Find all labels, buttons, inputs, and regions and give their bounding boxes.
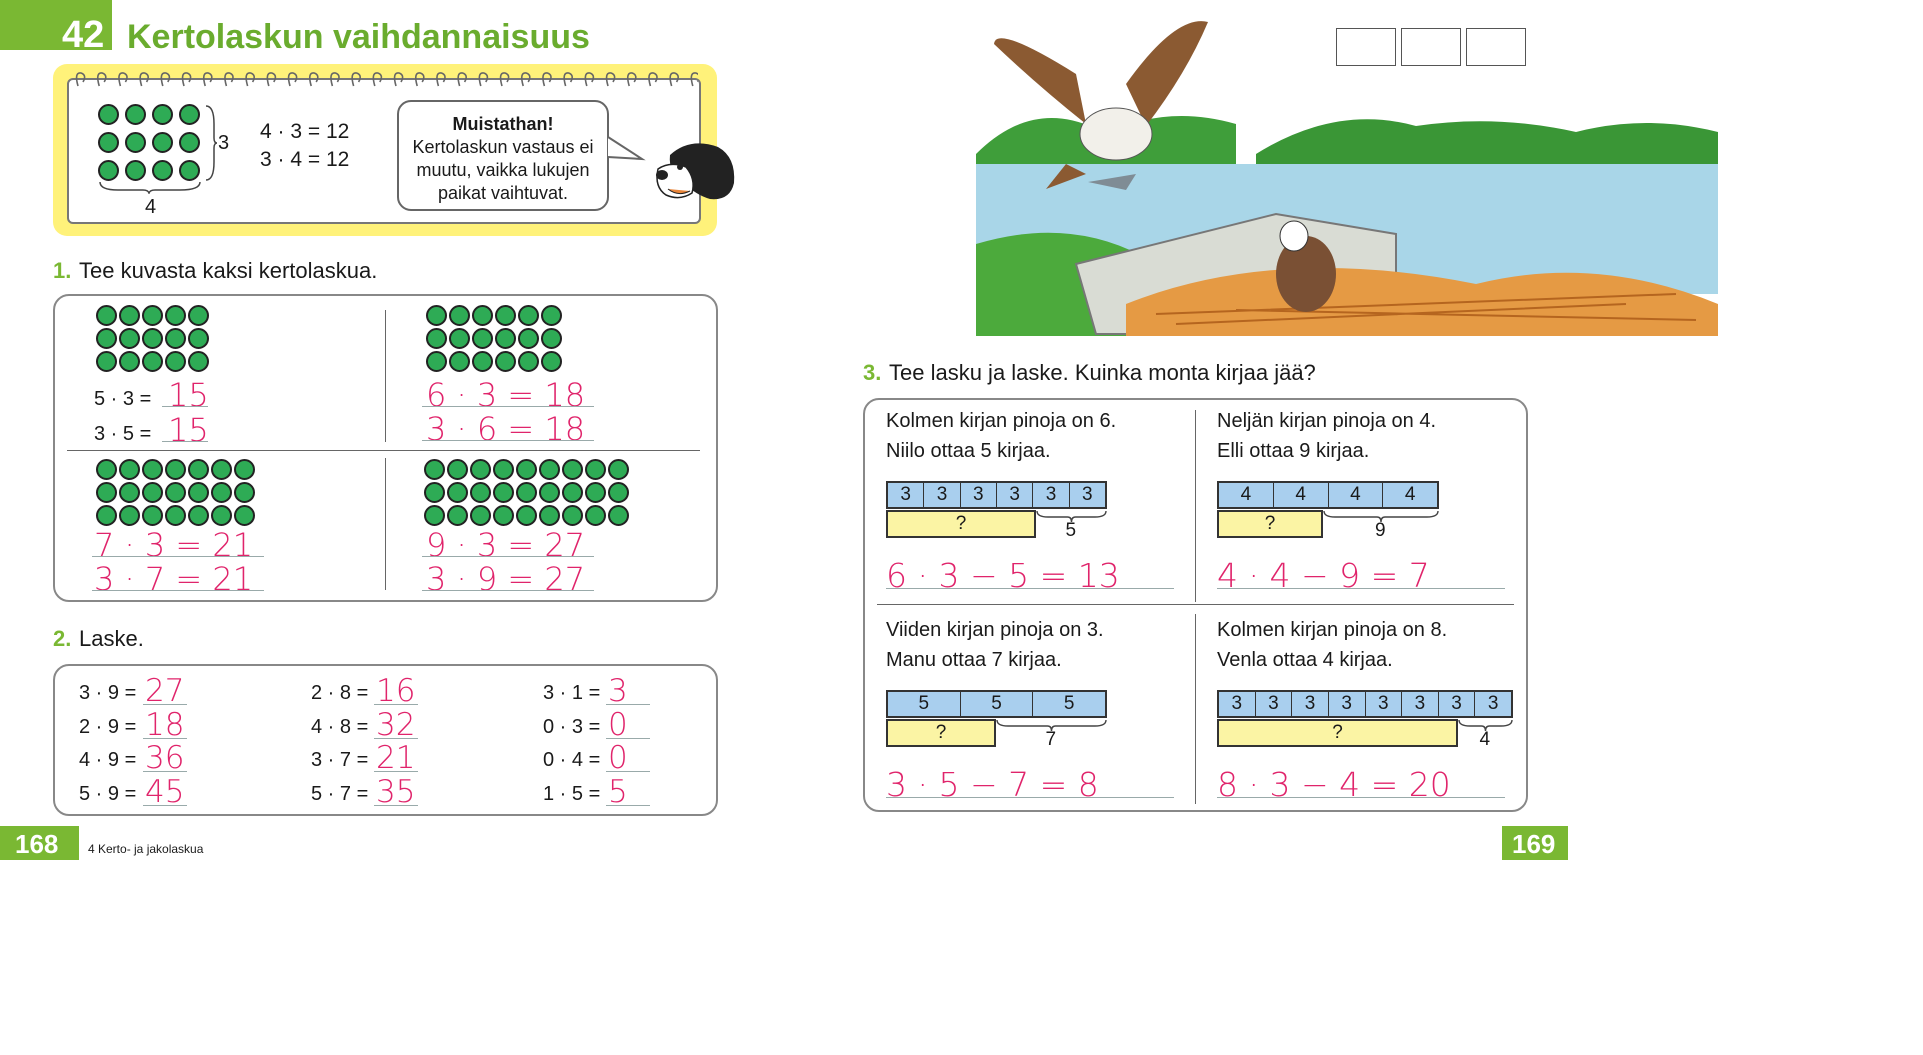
task3-stack-cell: 4 <box>1329 483 1384 507</box>
right-page-number: 169 <box>1512 829 1556 859</box>
dot <box>165 459 186 480</box>
dot <box>493 459 514 480</box>
task3-answer-line <box>886 588 1174 589</box>
dot <box>152 160 173 181</box>
task2-answer-line <box>143 771 187 772</box>
task2-answer: 45 <box>145 773 185 810</box>
intro-brace-bottom <box>98 180 202 194</box>
dot <box>539 459 560 480</box>
task1a-answer-2: 15 <box>168 411 209 449</box>
dot <box>96 459 117 480</box>
dot <box>98 160 119 181</box>
task2-question: 0 · 4 = <box>543 749 601 771</box>
score-box-1 <box>1336 28 1396 66</box>
task3-answer-line <box>1217 588 1505 589</box>
dot <box>562 505 583 526</box>
task3-text-line-2: Venla ottaa 4 kirjaa. <box>1217 649 1393 671</box>
task3-answer: 4 · 4 − 9 = 7 <box>1217 556 1430 595</box>
task1-divider-h <box>67 450 700 451</box>
task2-answer-line <box>374 738 418 739</box>
dot <box>234 505 255 526</box>
bubble-line-3: paikat vaihtuvat. <box>437 183 569 203</box>
task1d-line-1-text: 9 · 3 = 27 <box>426 526 586 564</box>
dot <box>125 160 146 181</box>
task1a-answer-1: 15 <box>168 376 209 414</box>
dot <box>179 160 200 181</box>
task2-answer: 32 <box>376 706 416 743</box>
intro-equation-2: 3 · 4 = 12 <box>260 148 350 171</box>
task2-question: 0 · 3 = <box>543 715 601 738</box>
dot <box>426 351 447 372</box>
dot <box>518 305 539 326</box>
task2-answer: 0 <box>608 706 628 743</box>
task2-question: 2 · 8 = <box>311 682 369 704</box>
task3-stack-cell: 3 <box>888 483 924 507</box>
spiral-ring <box>501 73 509 86</box>
spiral-ring <box>267 73 275 86</box>
dot <box>447 459 468 480</box>
dot <box>119 328 140 349</box>
task3-stack-cell: 3 <box>997 483 1033 507</box>
task2-answer-line <box>606 738 650 739</box>
task1a-line-2 <box>162 441 208 442</box>
dot <box>449 351 470 372</box>
dot <box>541 305 562 326</box>
task2-question: 4 · 8 = <box>311 715 369 738</box>
task2-answer-line <box>374 771 418 772</box>
dot <box>165 328 186 349</box>
dot <box>493 482 514 503</box>
spiral-ring <box>522 73 530 86</box>
dot <box>608 459 629 480</box>
task3-stack-cell: 3 <box>924 483 960 507</box>
score-box-3 <box>1466 28 1526 66</box>
dot <box>152 132 173 153</box>
task1-divider-v2 <box>385 458 386 590</box>
spiral-ring <box>289 73 297 86</box>
dot <box>608 482 629 503</box>
spiral-ring <box>628 73 636 86</box>
dot <box>165 305 186 326</box>
task3-text-line-1: Neljän kirjan pinoja on 4. <box>1217 410 1437 432</box>
spiral-ring <box>77 73 85 86</box>
spiral-binding <box>70 70 698 90</box>
task3-stack-cell: 3 <box>1292 692 1329 716</box>
dot <box>449 328 470 349</box>
bubble-line-2: muutu, vaikka lukujen <box>416 160 590 180</box>
dot <box>142 505 163 526</box>
spiral-ring <box>543 73 551 86</box>
dot <box>541 351 562 372</box>
dot <box>234 459 255 480</box>
dot <box>449 305 470 326</box>
dot <box>608 505 629 526</box>
task2-question: 5 · 9 = <box>79 782 137 805</box>
task3-answer: 6 · 3 − 5 = 13 <box>886 556 1120 595</box>
task1-number: 1. <box>53 258 72 283</box>
task3-brace-label: 9 <box>1375 520 1386 541</box>
dot <box>142 351 163 372</box>
dot <box>119 305 140 326</box>
dot <box>539 482 560 503</box>
task2-number: 2. <box>53 626 72 651</box>
intro-bottom-label: 4 <box>145 196 157 218</box>
task3-answer: 3 · 5 − 7 = 8 <box>886 765 1099 804</box>
spiral-ring <box>395 73 403 86</box>
bubble-line-1: Kertolaskun vastaus ei <box>412 137 594 157</box>
task3-divider-v2 <box>1195 614 1196 804</box>
task3-stack-cell: 4 <box>1404 484 1416 505</box>
spiral-ring <box>691 73 698 86</box>
task2-answer: 36 <box>145 740 185 776</box>
task1-instruction: Tee kuvasta kaksi kertolaskua. <box>79 258 378 283</box>
dot <box>188 305 209 326</box>
task3-stack-cell: 3 <box>961 483 997 507</box>
task3-unknown-bar: ? <box>1217 510 1323 538</box>
task3-divider-v1 <box>1195 410 1196 602</box>
dot <box>470 459 491 480</box>
spiral-ring <box>310 73 318 86</box>
task3-stack-bar <box>886 481 1107 509</box>
spiral-ring <box>98 73 106 86</box>
intro-side-label: 3 <box>218 132 230 154</box>
dot <box>165 505 186 526</box>
task3-text-line-1: Viiden kirjan pinoja on 3. <box>886 619 1104 641</box>
dot <box>125 132 146 153</box>
spiral-ring <box>670 73 678 86</box>
task2-question: 3 · 7 = <box>311 749 369 771</box>
dot <box>96 482 117 503</box>
dot <box>585 505 606 526</box>
spiral-ring <box>225 73 233 86</box>
task1a-line-1 <box>162 406 208 407</box>
speech-bubble <box>397 100 609 211</box>
task3-answer: 8 · 3 − 4 = 20 <box>1217 765 1451 804</box>
dot <box>188 328 209 349</box>
dot <box>518 351 539 372</box>
task3-stack-bar <box>1217 481 1439 509</box>
spiral-ring <box>373 73 381 86</box>
task2-answer: 5 <box>608 773 628 810</box>
task2-answer: 21 <box>376 740 416 776</box>
task1a-dot-grid <box>96 305 209 372</box>
task1b-line-1-text: 6 · 3 = 18 <box>426 376 586 414</box>
spiral-ring <box>119 73 127 86</box>
task3-stack-cell: 3 <box>1439 692 1476 716</box>
task3-answer-line <box>1217 797 1505 798</box>
dot <box>585 482 606 503</box>
task3-stack-bar <box>1217 690 1513 718</box>
dot <box>165 482 186 503</box>
dot <box>495 328 516 349</box>
dot <box>98 132 119 153</box>
task1c-line-2-text: 3 · 7 = 21 <box>94 560 254 598</box>
intro-dot-grid <box>98 104 200 181</box>
dot <box>142 328 163 349</box>
task2-answer: 27 <box>145 673 185 709</box>
task3-stack-cell: 4 <box>1219 483 1274 507</box>
task3-stack-cell: 3 <box>1082 484 1093 505</box>
task3-stack-cell: 3 <box>1366 692 1403 716</box>
dot <box>119 482 140 503</box>
task3-stack-cell: 5 <box>1063 693 1075 714</box>
spiral-ring <box>140 73 148 86</box>
dot <box>447 505 468 526</box>
spiral-ring <box>607 73 615 86</box>
task1a-prompt-2: 3 · 5 = <box>94 423 152 445</box>
dot <box>119 505 140 526</box>
spiral-ring <box>183 73 191 86</box>
dot <box>188 505 209 526</box>
task2-answer-line <box>143 738 187 739</box>
task1d-dot-grid <box>424 459 629 526</box>
task3-unknown-bar: ? <box>886 719 996 747</box>
task3-number: 3. <box>863 360 882 385</box>
spiral-ring <box>479 73 487 86</box>
task3-brace-label: 4 <box>1479 729 1491 750</box>
spiral-ring <box>246 73 254 86</box>
dot <box>424 505 445 526</box>
task2-answer-line <box>143 805 187 806</box>
task3-stack-cell: 3 <box>1487 693 1499 714</box>
dot <box>179 132 200 153</box>
dot <box>493 505 514 526</box>
intro-brace-side <box>204 104 218 182</box>
dot <box>96 328 117 349</box>
dot <box>96 305 117 326</box>
spiral-ring <box>204 73 212 86</box>
dot <box>211 505 232 526</box>
task3-divider-h <box>877 604 1514 605</box>
dot <box>518 328 539 349</box>
dot <box>470 482 491 503</box>
task1c-line-2 <box>92 590 264 591</box>
intro-equation-1: 4 · 3 = 12 <box>260 120 350 143</box>
task3-stack-bar <box>886 690 1107 718</box>
task3-answer-line <box>886 797 1174 798</box>
task2-question: 1 · 5 = <box>543 782 601 805</box>
task3-text-line-1: Kolmen kirjan pinoja on 6. <box>886 410 1117 432</box>
dot <box>516 505 537 526</box>
lesson-number: 42 <box>62 14 105 56</box>
task3-stack-cell: 5 <box>961 692 1034 716</box>
spiral-ring <box>649 73 657 86</box>
task3-brace-label: 7 <box>1045 729 1057 750</box>
spiral-ring <box>437 73 445 86</box>
spiral-ring <box>161 73 169 86</box>
task3-stack-cell: 3 <box>1329 692 1366 716</box>
task2-question: 3 · 9 = <box>79 682 137 704</box>
dot <box>188 459 209 480</box>
dot <box>188 482 209 503</box>
task1c-dot-grid <box>96 459 255 526</box>
task2-answer: 18 <box>145 706 185 743</box>
dot <box>562 459 583 480</box>
task1c-line-1-text: 7 · 3 = 21 <box>94 526 254 564</box>
dot <box>142 305 163 326</box>
dot <box>516 459 537 480</box>
spiral-ring <box>458 73 466 86</box>
dot <box>495 351 516 372</box>
dot <box>472 305 493 326</box>
task3-text-line-2: Manu ottaa 7 kirjaa. <box>886 649 1062 671</box>
dot <box>119 351 140 372</box>
spiral-ring <box>564 73 572 86</box>
task2-question: 5 · 7 = <box>311 782 369 805</box>
dot <box>142 482 163 503</box>
dot <box>424 482 445 503</box>
task1a-prompt-1: 5 · 3 = <box>94 388 152 410</box>
task3-stack-cell: 5 <box>888 692 961 716</box>
task2-answer-line <box>374 805 418 806</box>
dot <box>125 104 146 125</box>
task2-question: 2 · 9 = <box>79 715 137 738</box>
task2-answer: 35 <box>376 773 416 810</box>
task3-unknown-bar: ? <box>886 510 1036 538</box>
task1d-line-1 <box>422 556 594 557</box>
task1c-line-1 <box>92 556 264 557</box>
dot <box>152 104 173 125</box>
dot <box>447 482 468 503</box>
score-box-2 <box>1401 28 1461 66</box>
task1b-line-1 <box>422 406 594 407</box>
dot <box>426 305 447 326</box>
task2-answer-line <box>606 805 650 806</box>
task2-question: 4 · 9 = <box>79 749 137 771</box>
task1d-line-2 <box>422 590 594 591</box>
task2-question: 3 · 1 = <box>543 682 601 704</box>
dot <box>585 459 606 480</box>
task1d-line-2-text: 3 · 9 = 27 <box>426 560 586 598</box>
task1b-dot-grid <box>426 305 562 372</box>
dot <box>541 328 562 349</box>
dot <box>516 482 537 503</box>
dot <box>179 104 200 125</box>
dot <box>472 328 493 349</box>
spiral-ring <box>416 73 424 86</box>
spiral-ring <box>585 73 593 86</box>
dot <box>562 482 583 503</box>
task3-text-line-2: Niilo ottaa 5 kirjaa. <box>886 440 1051 462</box>
task2-answer: 0 <box>608 740 628 776</box>
dot <box>119 459 140 480</box>
task3-stack-cell: 3 <box>1256 692 1293 716</box>
dot <box>424 459 445 480</box>
task3-stack-cell: 4 <box>1274 483 1329 507</box>
spiral-ring <box>331 73 339 86</box>
task2-answer: 16 <box>376 673 416 709</box>
task3-brace-label: 5 <box>1065 520 1077 541</box>
dog-mascot-illustration <box>640 135 740 207</box>
task1b-line-2 <box>422 440 594 441</box>
task3-instruction: Tee lasku ja laske. Kuinka monta kirjaa jää? <box>889 360 1316 385</box>
left-page-number: 168 <box>15 829 59 859</box>
bubble-title: Muistathan! <box>452 114 554 134</box>
task3-stack-cell: 3 <box>1402 692 1439 716</box>
task2-answer: 3 <box>608 673 628 709</box>
task2-answer-line <box>374 704 418 705</box>
task2-answer-line <box>606 771 650 772</box>
task3-stack-cell: 3 <box>1219 692 1256 716</box>
dot <box>495 305 516 326</box>
task3-text-line-2: Elli ottaa 9 kirjaa. <box>1217 440 1370 462</box>
dot <box>470 505 491 526</box>
task3-unknown-bar: ? <box>1217 719 1458 747</box>
dot <box>539 505 560 526</box>
task2-answer-line <box>143 704 187 705</box>
page-title: Kertolaskun vaihdannaisuus <box>127 18 590 56</box>
task1b-line-2-text: 3 · 6 = 18 <box>426 410 586 448</box>
task3-text-line-1: Kolmen kirjan pinoja on 8. <box>1217 619 1448 641</box>
task2-answer-line <box>606 704 650 705</box>
dot <box>96 351 117 372</box>
dot <box>211 459 232 480</box>
dot <box>211 482 232 503</box>
task1-divider-v <box>385 310 386 442</box>
task3-stack-cell: 3 <box>1033 483 1069 507</box>
chapter-label: 4 Kerto- ja jakolaskua <box>88 842 204 856</box>
dot <box>234 482 255 503</box>
dot <box>98 104 119 125</box>
spiral-ring <box>352 73 360 86</box>
dot <box>142 459 163 480</box>
dot <box>472 351 493 372</box>
dot <box>96 505 117 526</box>
dot <box>426 328 447 349</box>
dot <box>188 351 209 372</box>
task2-instruction: Laske. <box>79 626 144 651</box>
dot <box>165 351 186 372</box>
